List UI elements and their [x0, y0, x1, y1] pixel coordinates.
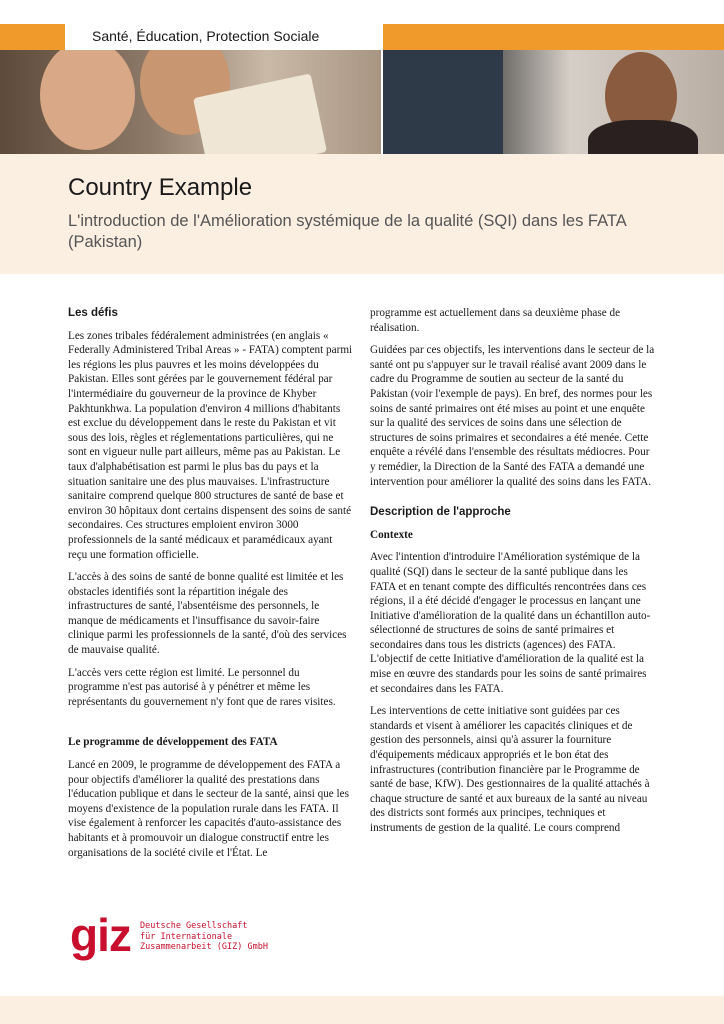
heading-contexte: Contexte	[370, 528, 413, 541]
giz-logo-org-name	[140, 921, 290, 953]
page-title: Country Example	[68, 174, 253, 201]
paragraph: Lancé en 2009, le programme de développement des FATA a pour objectifs d'améliorer la qualité des prestations dans l'éducation publique et dans le secteur de la santé, ainsi que les moyens d'existence de la population rurale dans les FATA. Il vise également à renforcer les capacités d'auto-assistance des habitants et à promouvoir un dialogue constructif entre les organisations de la société civile et l'État. Le	[68, 759, 349, 859]
footer-band	[0, 996, 724, 1024]
paragraph: L'accès vers cette région est limité. Le personnel du programme n'est pas autorisé à y pénétrer et même les représentants du gouvernement n'y font que de rares visites.	[68, 666, 336, 708]
left-column	[68, 306, 353, 868]
photo-students-certificate	[0, 50, 381, 154]
header-orange-bar-left	[0, 24, 65, 50]
paragraph: Les interventions de cette initiative sont guidées par ces standards et visent à améliorer les capacités cliniques et de gestion des personnels, ainsi qu'à assurer la fourniture d'équipements médicaux appropriés et le bon état des infrastructures (contribution financière par le Programme de santé de base, KfW). Des gestionnaires de la qualité attachés à chaque structure de santé et aux bureaux de la santé au niveau des districts sont formés aux principes, techniques et instruments de gestion de la qualité. Le cours comprend	[370, 705, 650, 834]
giz-logo	[70, 909, 290, 962]
paragraph: L'accès à des soins de santé de bonne qualité est limitée et les obstacles identifiés sont la répartition inégale des infrastructures de santé, l'absentéisme des personnels, le manque de médicaments et l'insuffisance du savoir-faire clinique parmi les professionnels de la santé, d'où des services de mauvaise qualité.	[68, 571, 347, 657]
paragraph: programme est actuellement dans sa deuxième phase de réalisation.	[370, 307, 621, 334]
paragraph: Avec l'intention d'introduire l'Amélioration systémique de la qualité (SQI) dans le secteur de la santé publique dans les FATA et en tenant compte des difficultés rencontrées dans ces régions, il a été décidé d'engager le processus en lançant une Initiative d'amélioration de la qualité dans un échantillon auto-sélectionné de structures de soins de santé primaires et secondaires dans tous les districts (agences) des FATA. L'objectif de cette Initiative d'amélioration de la qualité est la mise en œuvre des standards pour les soins de santé primaires et secondaires dans les FATA.	[370, 551, 651, 695]
paragraph: Guidées par ces objectifs, les interventions dans le secteur de la santé ont pu s'appuyer sur le travail réalisé avant 2009 dans le cadre du Programme de soutien au secteur de la santé du Pakistan (voir l'exemple de pays). En bref, des normes pour les soins de santé primaires ont été mises au point et une enquête sur la qualité des services de soins dans une sélection de structures de soins primaires et secondaires a été menée. Cette enquête a révélé dans l'ensemble des résultats médiocres. Pour y remédier, la Direction de la Santé des FATA a demandé une intervention pour améliorer la qualité des soins dans les FATA.	[370, 344, 655, 488]
photo-woman-speaking	[383, 50, 724, 154]
org-line: für Internationale	[140, 931, 233, 942]
org-line: Zusammenarbeit (GIZ) GmbH	[140, 942, 268, 952]
section-label: Santé, Éducation, Protection Sociale	[83, 22, 381, 50]
page-subtitle: L'introduction de l'Amélioration systémique de la qualité (SQI) dans les FATA (Pakistan)	[68, 212, 626, 251]
heading-programme: Le programme de développement des FATA	[68, 736, 278, 749]
header-band	[0, 0, 724, 50]
giz-logo-mark: giz	[70, 909, 131, 961]
title-band	[0, 154, 724, 274]
paragraph: Les zones tribales fédéralement administrées (en anglais « Federally Administered Tribal Areas » - FATA) comptent parmi les régions les plus pauvres et les moins développées du Pakistan. Elles sont gérées par le gouvernement fédéral par l'intermédiaire du gouverneur de la province de Khyber Pakhtunkhwa. La population d'environ 4 millions d'habitants est exclue du développement dans le reste du Pakistan et vit sous des lois, règles et réglementations particulières, qui ne sont en vigueur nulle part ailleurs, même pas au Pakistan. Le taux d'alphabétisation est parmi le plus bas du pays et la situation sanitaire une des plus mauvaises. L'infrastructure sanitaire comprend quelque 800 structures de santé de base et environ 30 hôpitaux dont certains dispensent des soins de santé secondaires. Ces structures emploient environ 3000 professionnels de la santé médicaux et paramédicaux ayant reçu une formation officielle.	[68, 329, 353, 561]
heading-approche: Description de l'approche	[370, 506, 511, 519]
photo-strip	[0, 50, 724, 154]
right-column	[370, 306, 655, 844]
heading-defis: Les défis	[68, 307, 118, 319]
header-orange-bar-right	[383, 24, 724, 50]
org-line: Deutsche Gesellschaft	[140, 921, 248, 931]
